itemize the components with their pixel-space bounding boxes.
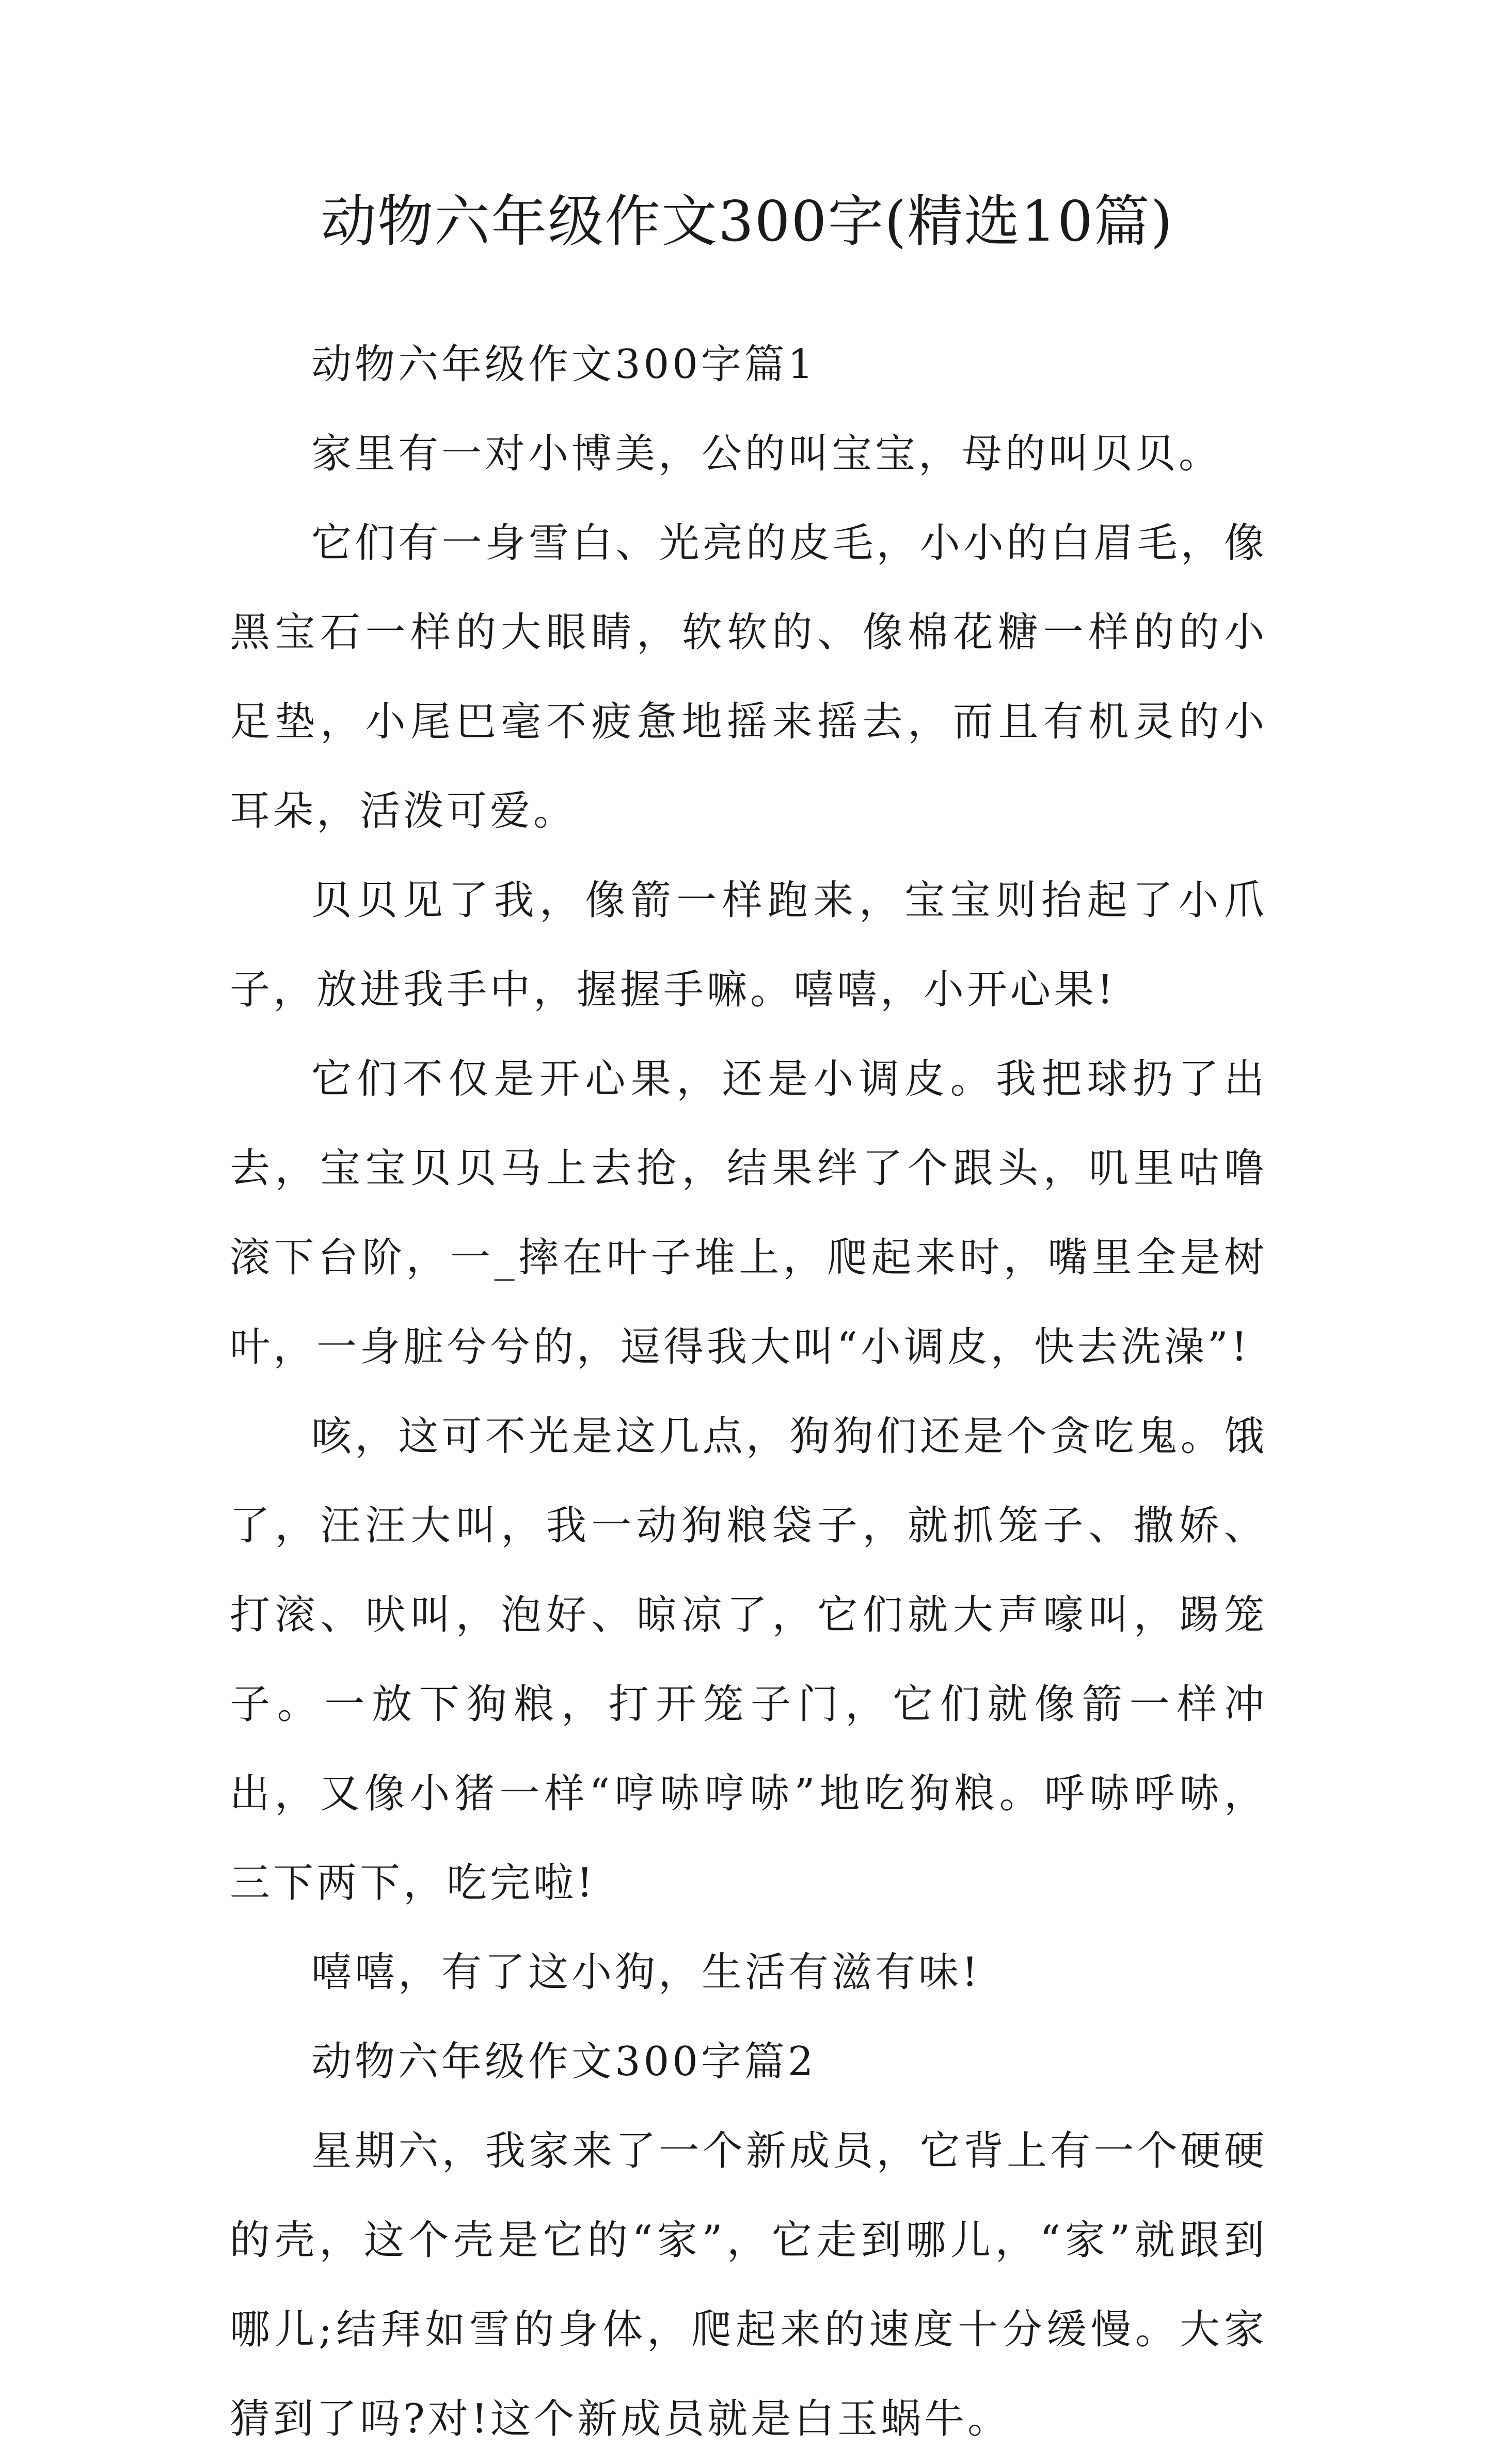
document-title: 动物六年级作文300字(精选10篇) [321, 189, 1173, 254]
paragraph: 嘻嘻，有了这小狗，生活有滋有味! [311, 1949, 981, 1996]
paragraph: 咳，这可不光是这几点，狗狗们还是个贪吃鬼。饿了，汪汪大叫，我一动狗粮袋子，就抓笼子、撒娇、打滚、吠叫，泡好、晾凉了，它们就大声嚎叫，踢笼子。一放下狗粮，打开笼子门，它们就像箭一样冲出，又像小猪一样“哼哧哼哧”地吃狗粮。呼哧呼哧，三下两下，吃完啦! [230, 1413, 1267, 1906]
paragraph: 它们有一身雪白、光亮的皮毛，小小的白眉毛，像黑宝石一样的大眼睛，软软的、像棉花糖一样的的小足垫，小尾巴毫不疲惫地摇来摇去，而且有机灵的小耳朵，活泼可爱。 [230, 520, 1267, 834]
paragraph: 贝贝见了我，像箭一样跑来，宝宝则抬起了小爪子，放进我手中，握握手嘛。嘻嘻，小开心果! [230, 877, 1267, 1013]
document-body [230, 320, 1267, 2464]
paragraph: 它们不仅是开心果，还是小调皮。我把球扔了出去，宝宝贝贝马上去抢，结果绊了个跟头，叽里咕噜滚下台阶，一_摔在叶子堆上，爬起来时，嘴里全是树叶，一身脏兮兮的，逗得我大叫“小调皮，快去洗澡”! [230, 1056, 1267, 1370]
section-heading-2: 动物六年级作文300字篇2 [311, 2039, 817, 2085]
paragraph: 星期六，我家来了一个新成员，它背上有一个硬硬的壳，这个壳是它的“家”，它走到哪儿，“家”就跟到哪儿;结拜如雪的身体，爬起来的速度十分缓慢。大家猜到了吗?对!这个新成员就是白玉蜗牛。 [230, 2128, 1267, 2442]
paragraph: 家里有一对小博美，公的叫宝宝，母的叫贝贝。 [311, 431, 1222, 477]
section-heading-1: 动物六年级作文300字篇1 [311, 341, 817, 388]
